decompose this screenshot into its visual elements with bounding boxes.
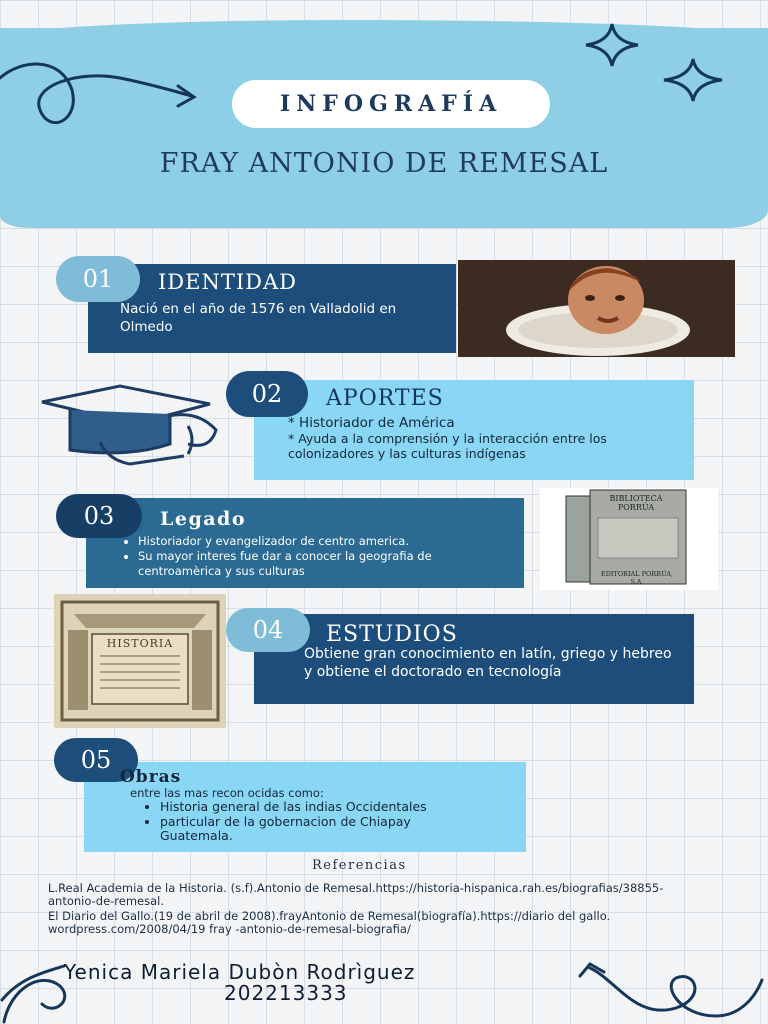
badge-label: INFOGRAFÍA: [279, 91, 503, 117]
author-name: Yenica Mariela Dubòn Rodrìguez: [64, 960, 416, 984]
section-line-aportes: * Ayuda a la comprensión y la interacción entre los colonizadores y las culturas indígenas: [288, 431, 607, 461]
page-title: FRAY ANTONIO DE REMESAL: [159, 148, 609, 179]
swirl-arrow-icon: [0, 30, 210, 140]
section-line-aportes: * Historiador de América: [288, 415, 455, 431]
section-text-estudios: Obtiene gran conocimiento en latín, griego y hebreo y obtiene el doctorado en tecnología: [304, 646, 672, 680]
reference-item: L.Real Academia de la Historia. (s.f).Antonio de Remesal.https://historia-hispanica.rah.es/biografias/38855-antonio-de-remesal.: [48, 881, 664, 908]
section-number-05: 05: [54, 738, 138, 782]
section-title-identidad: IDENTIDAD: [158, 270, 297, 294]
portrait-photo: [458, 260, 735, 357]
section-title-legado: Legado: [160, 508, 247, 530]
list-item: • particular de la gobernacion de Chiapay Guatemala.: [160, 815, 460, 844]
section-title-aportes: APORTES: [326, 386, 444, 411]
curved-arrow-icon: [576, 950, 768, 1024]
old-book-image: [54, 594, 226, 728]
sparkle-icon: [660, 56, 726, 104]
legado-list: [118, 534, 458, 579]
book-spine-label: BIBLIOTECA PORRÚA: [609, 494, 663, 512]
list-item: • Su mayor interes fue dar a conocer la geografia de centroamèrica y sus culturas: [138, 549, 458, 579]
section-title-estudios: ESTUDIOS: [326, 622, 458, 647]
author-id: 202213333: [224, 981, 348, 1005]
section-number-04: 04: [226, 608, 310, 652]
section-text-identidad: Nació en el año de 1576 en Valladolid en Olmedo: [120, 301, 397, 335]
references-title: Referencias: [312, 858, 407, 873]
infografia-badge: [232, 80, 550, 128]
book-publisher-label: EDITORIAL PORRÚA, S.A.: [600, 570, 674, 586]
sparkle-icon: [582, 20, 642, 70]
list-item: • Historia general de las indias Occidentales: [160, 800, 460, 815]
old-book-photo: [54, 594, 226, 728]
section-number-01: 01: [56, 256, 140, 302]
old-book-title: HISTORIA: [106, 637, 174, 650]
section-title-obras: Obras: [120, 767, 182, 787]
section-number-02: 02: [226, 371, 308, 417]
author-block: [64, 962, 415, 1004]
obras-list: [140, 800, 460, 844]
list-item: • Historiador y evangelizador de centro america.: [138, 534, 458, 549]
section-number-03: 03: [56, 494, 142, 538]
portrait-image: [458, 260, 735, 357]
graduation-cap-icon: [38, 380, 228, 470]
section-intro-obras: entre las mas recon ocidas como:: [130, 786, 324, 800]
reference-item: El Diario del Gallo.(19 de abril de 2008).frayAntonio de Remesal(biografía).https://diario del gallo. wordpress.com/2008/04/19 fray -antonio-de-remesal-biografia/: [48, 909, 611, 936]
